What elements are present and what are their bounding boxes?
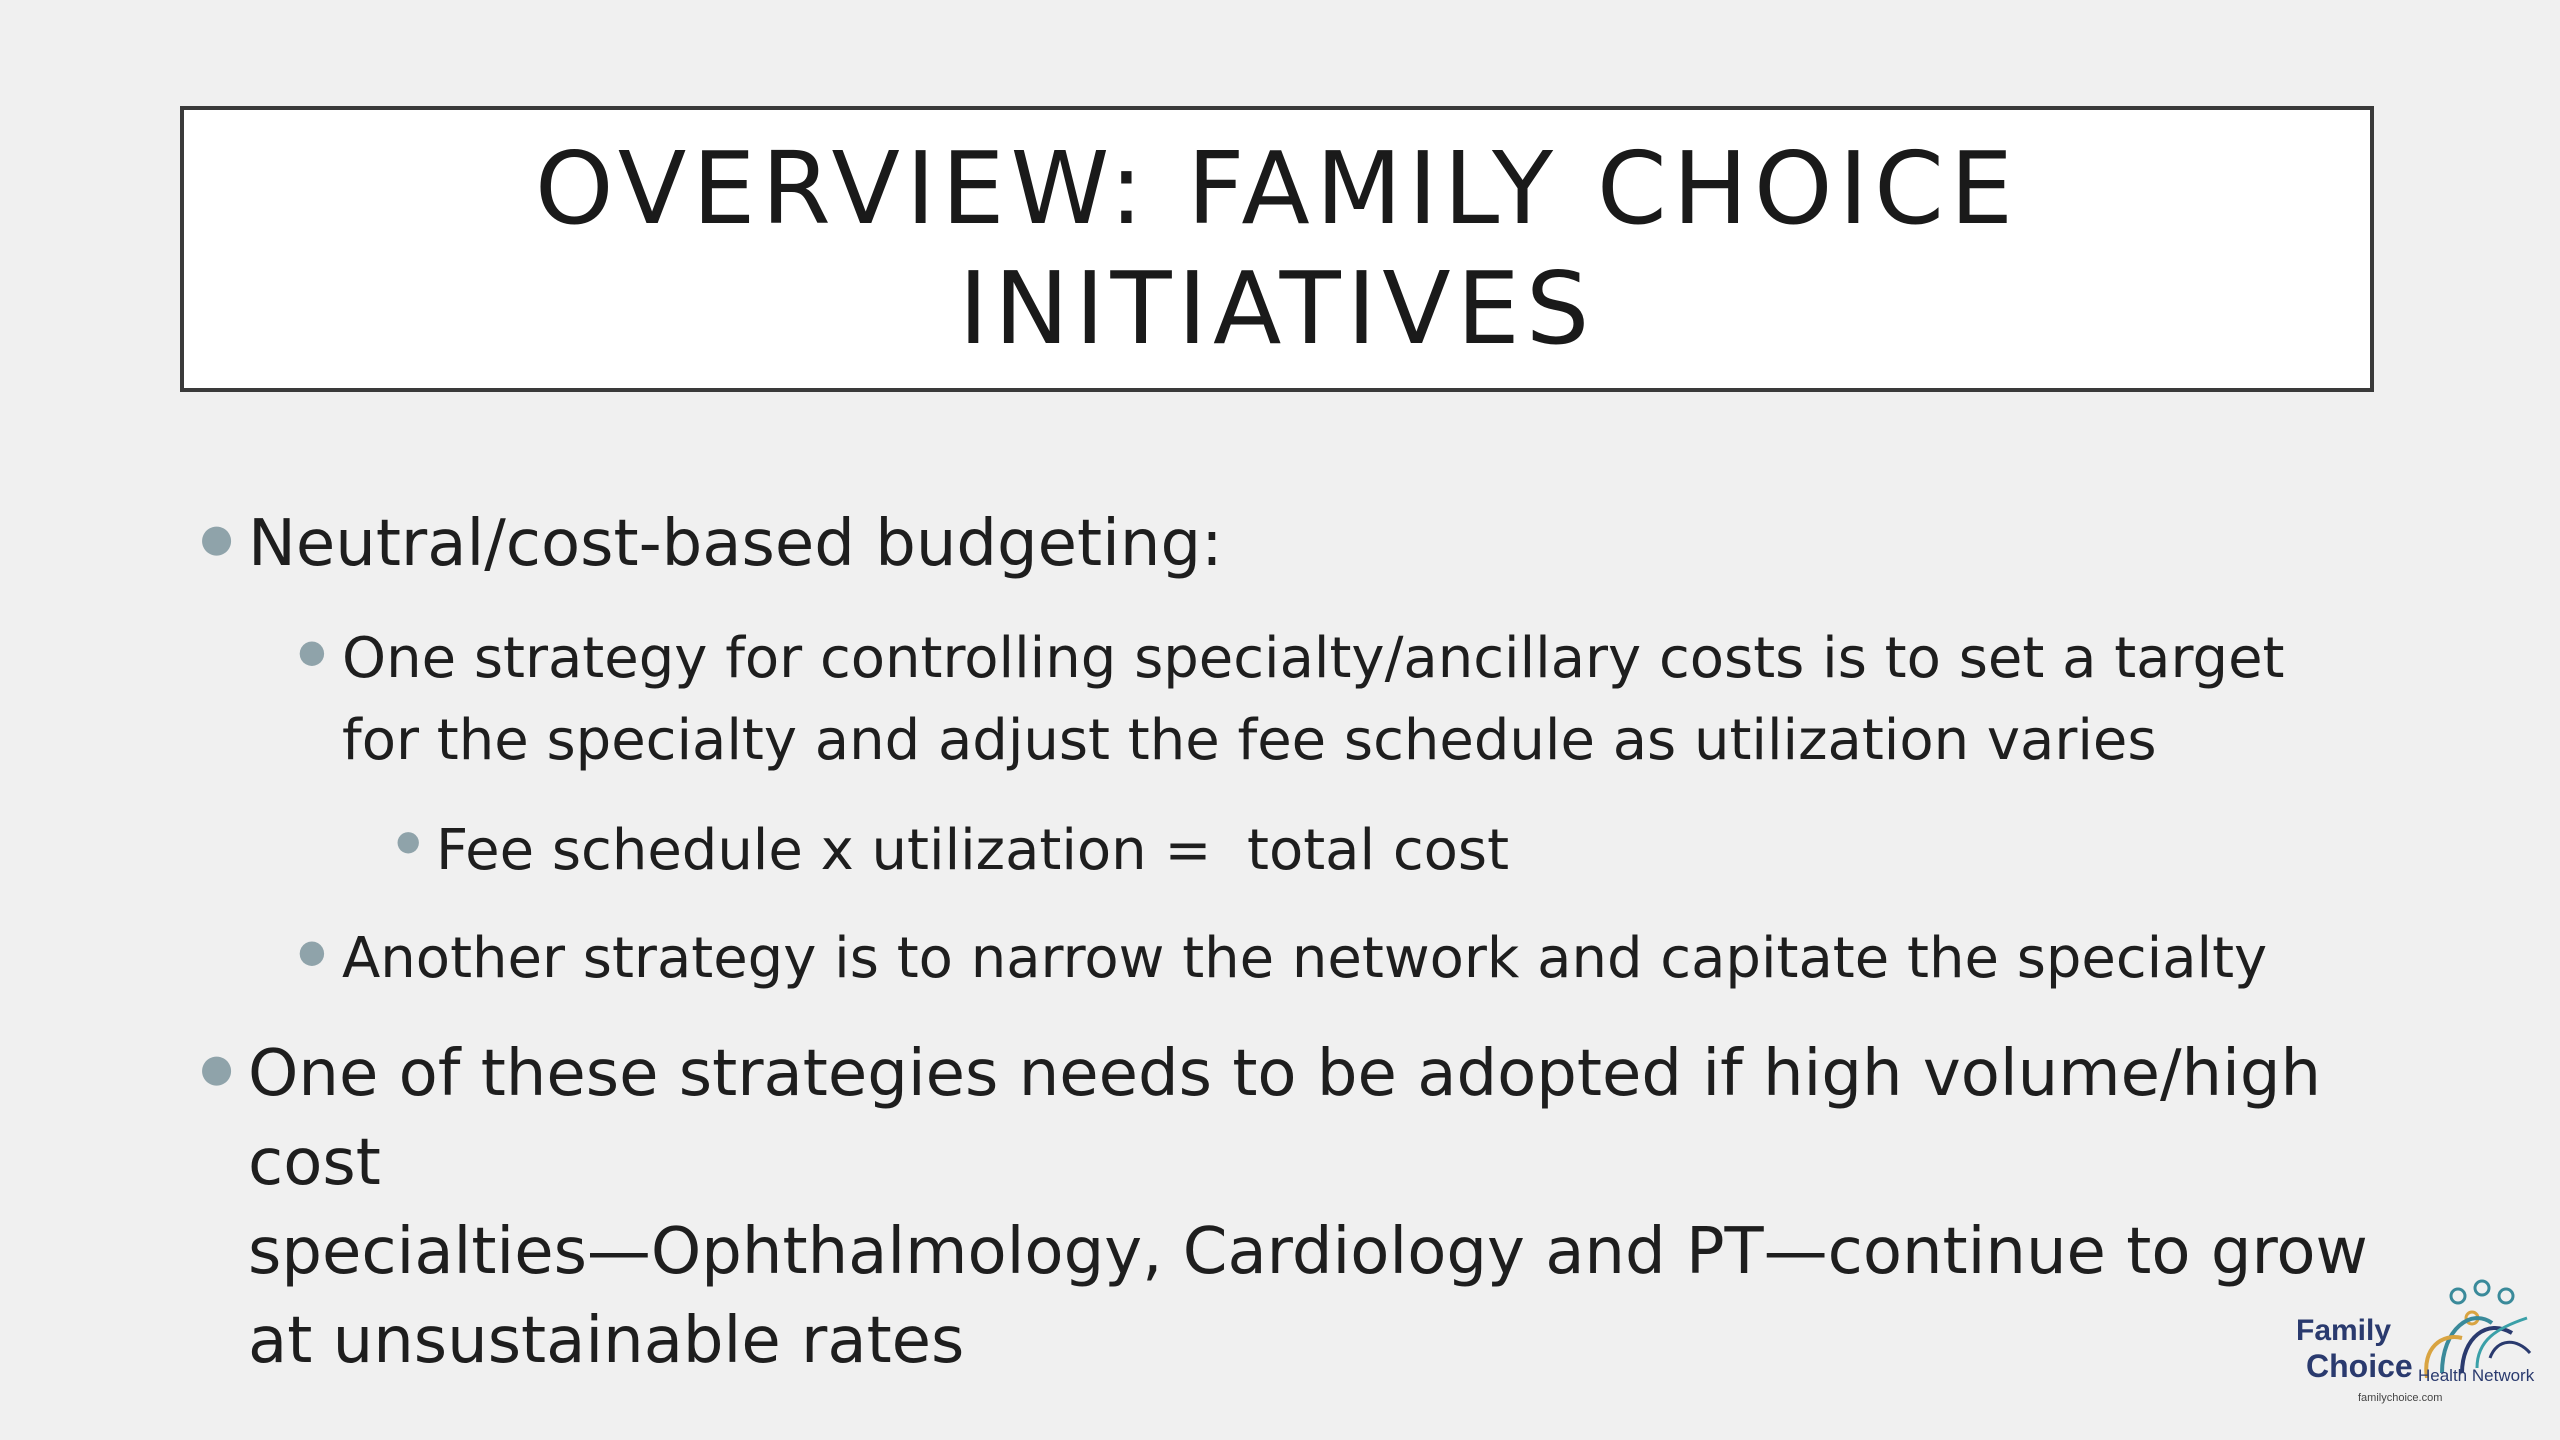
bullet-dot-icon: ● [298, 632, 326, 670]
bullet-dot-icon: ● [396, 824, 421, 857]
bullet-level1-budgeting [200, 500, 1223, 589]
logo-word-family: Family [2296, 1314, 2392, 1347]
logo-url: familychoice.com [2358, 1392, 2443, 1404]
bullet-text: Another strategy is to narrow the network and capitate the specialty [342, 926, 2268, 991]
bullet-text: Fee schedule x utilization = total cost [436, 818, 1510, 883]
logo-tagline: Health Network [2418, 1366, 2535, 1385]
bullet-dot-icon: ● [200, 516, 234, 560]
bullet-level1-adoption [200, 1030, 2400, 1386]
family-people-icon [2402, 1278, 2542, 1378]
slide-title-line-1: OVERVIEW: FAMILY CHOICE [534, 130, 2020, 247]
logo-word-choice: Choice [2306, 1348, 2413, 1384]
bullet-text: Neutral/cost-based budgeting: [248, 507, 1223, 581]
bullet-dot-icon: ● [200, 1046, 234, 1090]
bullet-text: One strategy for controlling specialty/ancillary costs is to set a target for the specialty and adjust the fee schedule as utilization varies [342, 626, 2285, 773]
bullet-level2-strategy-one [298, 618, 2398, 782]
bullet-level2-strategy-two [298, 918, 2267, 1000]
slide-title-line-2: INITIATIVES [958, 250, 1596, 367]
bullet-level3-formula [396, 810, 1509, 892]
title-box [180, 106, 2374, 392]
bullet-text: One of these strategies needs to be adopted if high volume/high cost specialties—Ophthalmology, Cardiology and PT—continue to grow at unsustainable rates [248, 1037, 2368, 1378]
bullet-dot-icon: ● [298, 932, 326, 970]
slide-title [535, 129, 2019, 369]
family-choice-logo [2282, 1278, 2542, 1418]
